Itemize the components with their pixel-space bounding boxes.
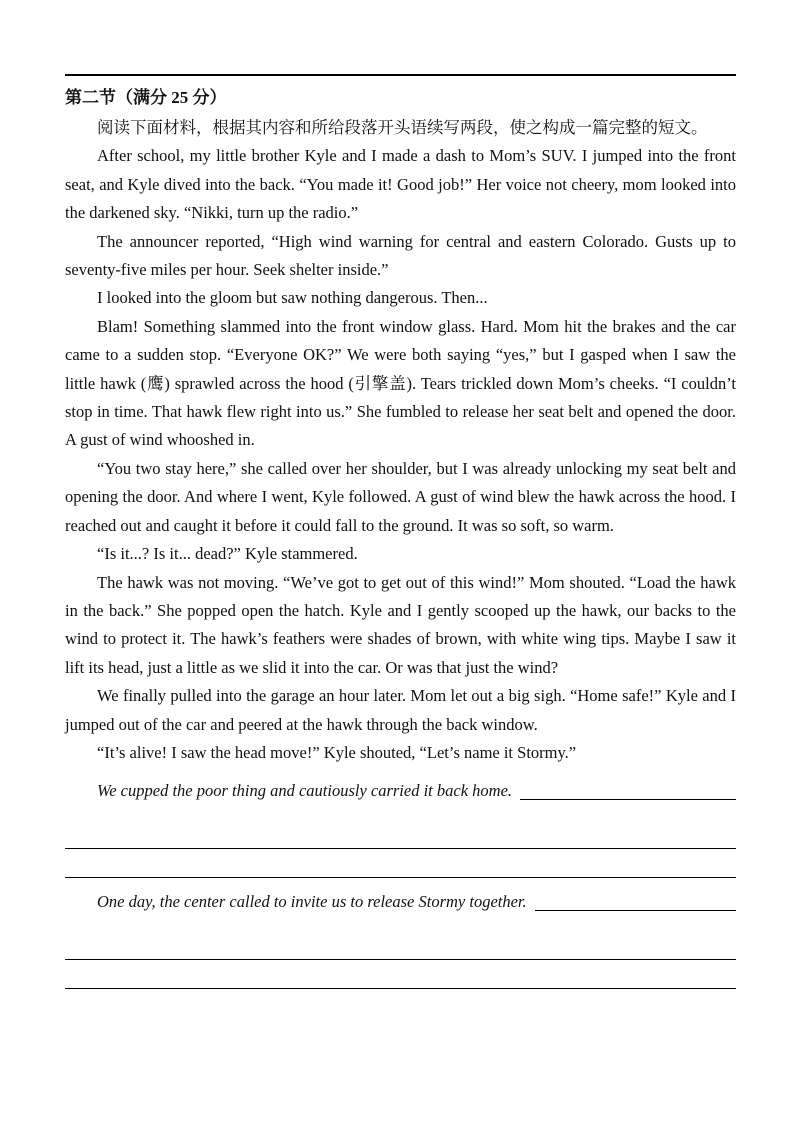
instruction-text: 阅读下面材料，根据其内容和所给段落开头语续写两段，使之构成一篇完整的短文。 <box>97 118 708 137</box>
section-title: 第二节（满分 25 分） <box>65 88 227 107</box>
story-paragraph-6: “Is it...? Is it... dead?” Kyle stammered. <box>97 544 358 564</box>
answer-line <box>65 805 736 849</box>
story-paragraph-2: The announcer reported, “High wind warning for central and eastern Colorado. Gusts up to seventy-five miles per hour. Seek shelter inside.” <box>65 231 736 280</box>
continuation-prompt-1 <box>65 775 736 805</box>
continuation-prompt-2 <box>65 886 736 916</box>
story-paragraph-1: After school, my little brother Kyle and I made a dash to Mom’s SUV. I jumped into the front seat, and Kyle dived into the back. “You made it! Good job!” Her voice not cheery, mom looked into the darkened sky. “Nikki, turn up the radio.” <box>65 146 736 223</box>
continuation-section <box>65 775 736 989</box>
prompt-1-text: We cupped the poor thing and cautiously carried it back home. <box>97 780 513 800</box>
answer-line <box>535 910 736 911</box>
answer-line <box>65 916 736 960</box>
story-paragraph-7: The hawk was not moving. “We’ve got to get out of this wind!” Mom shouted. “Load the hawk in the back.” She popped open the hatch. Kyle and I gently scooped up the hawk, our backs to the wind to protect it. The hawk’s feathers were shades of brown, with white wing tips. Maybe I saw it lift its head, just a little as we slid it into the car. Or was that just the wind? <box>65 572 736 677</box>
story-paragraph-9: “It’s alive! I saw the head move!” Kyle shouted, “Let’s name it Stormy.” <box>97 742 577 762</box>
answer-line <box>65 960 736 989</box>
story-paragraph-8: We finally pulled into the garage an hour later. Mom let out a big sigh. “Home safe!” Kyle and I jumped out of the car and peered at the hawk through the back window. <box>65 686 736 734</box>
answer-line <box>520 799 736 800</box>
prompt-2-text: One day, the center called to invite us to release Stormy together. <box>97 891 527 911</box>
story-paragraph-4: Blam! Something slammed into the front window glass. Hard. Mom hit the brakes and the car came to a sudden stop. “Everyone OK?” We were both saying “yes,” but I gasped when I saw the little hawk (鹰) sprawled across the hood (引擎盖). Tears trickled down Mom’s cheeks. “I couldn’t stop in time. That hawk flew right into us.” She fumbled to release her seat belt and opened the door. A gust of wind whooshed in. <box>65 316 736 450</box>
answer-line <box>65 849 736 878</box>
top-rule <box>65 74 736 76</box>
story-paragraph-3: I looked into the gloom but saw nothing dangerous. Then... <box>97 288 488 308</box>
story-paragraph-5: “You two stay here,” she called over her shoulder, but I was already unlocking my seat belt and opening the door. And where I went, Kyle followed. A gust of wind blew the hawk across the hood. I reached out and caught it before it could fall to the ground. It was so soft, so warm. <box>65 458 736 535</box>
